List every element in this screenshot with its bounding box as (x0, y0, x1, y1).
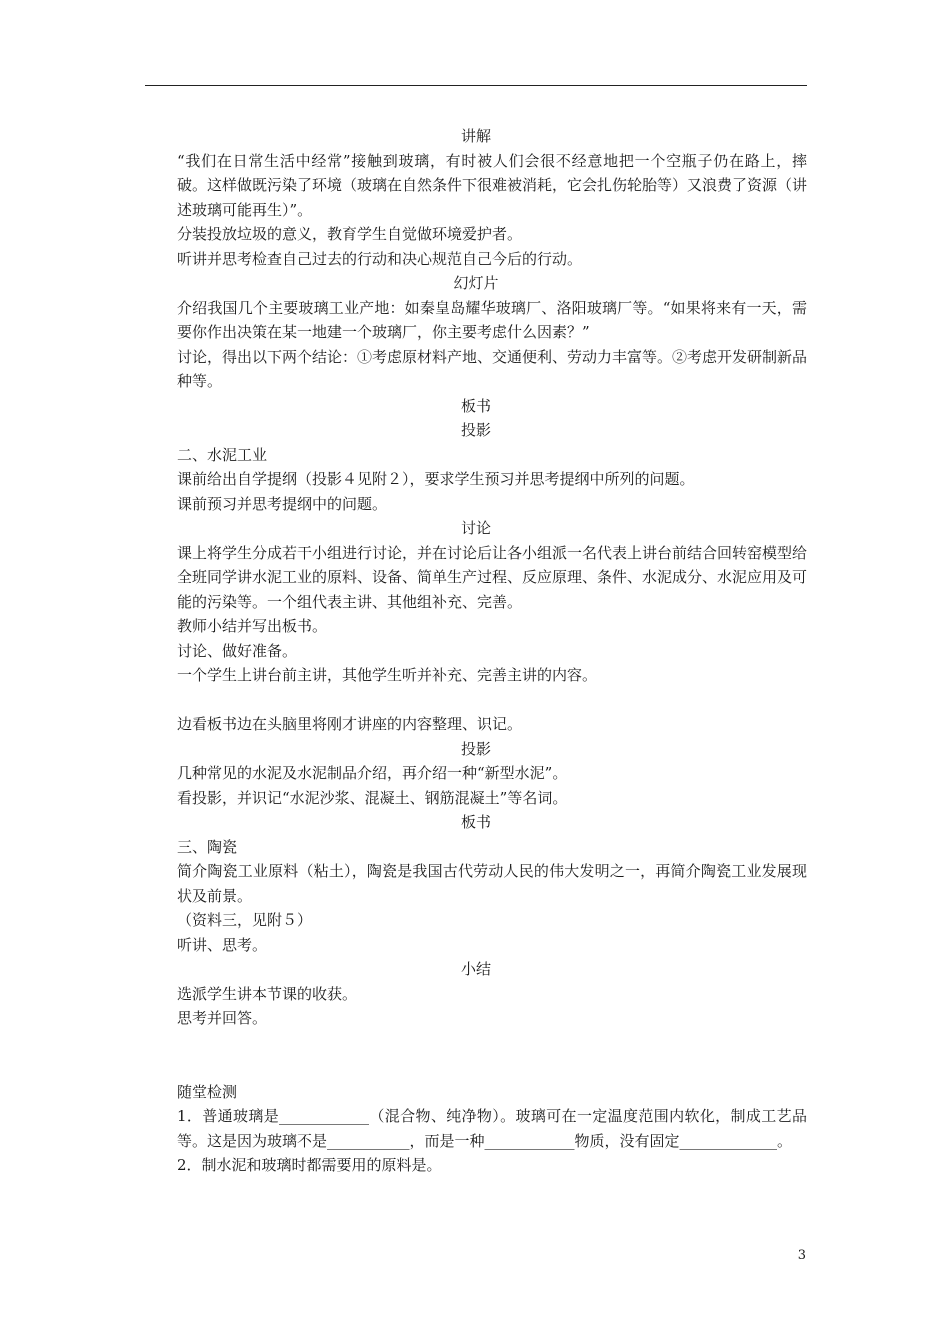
section-heading: 讨论 (460, 519, 491, 537)
section-heading: 投影 (460, 739, 491, 758)
subsection-title: 随堂检测 (177, 1082, 238, 1101)
paragraph: 讨论、做好准备。 (177, 641, 298, 660)
subsection-title: 二、水泥工业 (177, 445, 268, 464)
section-heading: 讲解 (460, 127, 491, 145)
quiz-question: 2．制水泥和玻璃时都需要用的原料是。 (177, 1156, 442, 1174)
paragraph: 听讲、思考。 (177, 935, 268, 954)
paragraph: 课前预习并思考提纲中的问题。 (177, 494, 388, 513)
paragraph: 边看板书边在头脑里将刚才讲座的内容整理、识记。 (177, 715, 523, 733)
paragraph: 课上将学生分成若干小组进行讨论，并在讨论后让各小组派一名代表上讲台前结合回转窑模型给全班同学讲水泥工业的原料、设备、简单生产过程、反应原理、条件、水泥成分、水泥应用及可能的污染等。一个组代表主讲、其他组补充、完善。 (177, 543, 808, 611)
section-heading: 板书 (460, 813, 491, 831)
paragraph: 讨论，得出以下两个结论：①考虑原材料产地、交通便利、劳动力丰富等。②考虑开发研制新品种等。 (177, 347, 808, 390)
paragraph: 介绍我国几个主要玻璃工业产地：如秦皇岛耀华玻璃厂、洛阳玻璃厂等。“如果将来有一天，需要你作出决策在某一地建一个玻璃厂，你主要考虑什么因素？” (177, 298, 807, 341)
paragraph: 分装投放垃圾的意义，教育学生自觉做环境爱护者。 (177, 225, 523, 243)
header-rule (145, 85, 807, 86)
paragraph: （资料三，见附５） (177, 911, 313, 929)
spacer (145, 1031, 807, 1056)
paragraph: 课前给出自学提纲（投影４见附２），要求学生预习并思考提纲中所列的问题。 (177, 470, 695, 488)
paragraph: 教师小结并写出板书。 (177, 617, 328, 635)
section-heading: 幻灯片 (453, 274, 499, 292)
paragraph: 思考并回答。 (177, 1009, 268, 1027)
section-heading: 投影 (460, 421, 491, 439)
section-heading: 小结 (460, 960, 491, 978)
paragraph: 简介陶瓷工业原料（粘土），陶瓷是我国古代劳动人民的伟大发明之一，再简介陶瓷工业发展现状及前景。 (177, 862, 807, 905)
section-heading: 板书 (460, 396, 491, 415)
page-content (145, 124, 807, 1178)
paragraph: “我们在日常生活中经常”接触到玻璃，有时被人们会很不经意地把一个空瓶子仍在路上，摔破。这样做既污染了环境（玻璃在自然条件下很难被消耗，它会扎伤轮胎等）又浪费了资源（讲述玻璃可能再生）”。 (177, 151, 808, 219)
spacer (145, 1055, 807, 1080)
paragraph: 选派学生讲本节课的收获。 (177, 984, 358, 1003)
page-number: 3 (797, 1248, 806, 1263)
subsection-title: 三、陶瓷 (177, 837, 238, 856)
paragraph: 听讲并思考检查自己过去的行动和决心规范自己今后的行动。 (177, 249, 583, 268)
spacer (145, 688, 807, 713)
paragraph: 一个学生上讲台前主讲，其他学生听并补充、完善主讲的内容。 (177, 666, 598, 684)
paragraph: 看投影，并识记“水泥沙浆、混凝土、钢筋混凝土”等名词。 (177, 788, 568, 807)
quiz-question: 1．普通玻璃是____________（混合物、纯净物）。玻璃可在一定温度范围内软化，制成工艺品等。这是因为玻璃不是___________，而是一种____________物质，没有固定_____________。 (177, 1107, 807, 1150)
paragraph: 几种常见的水泥及水泥制品介绍，再介绍一种“新型水泥”。 (177, 764, 568, 782)
